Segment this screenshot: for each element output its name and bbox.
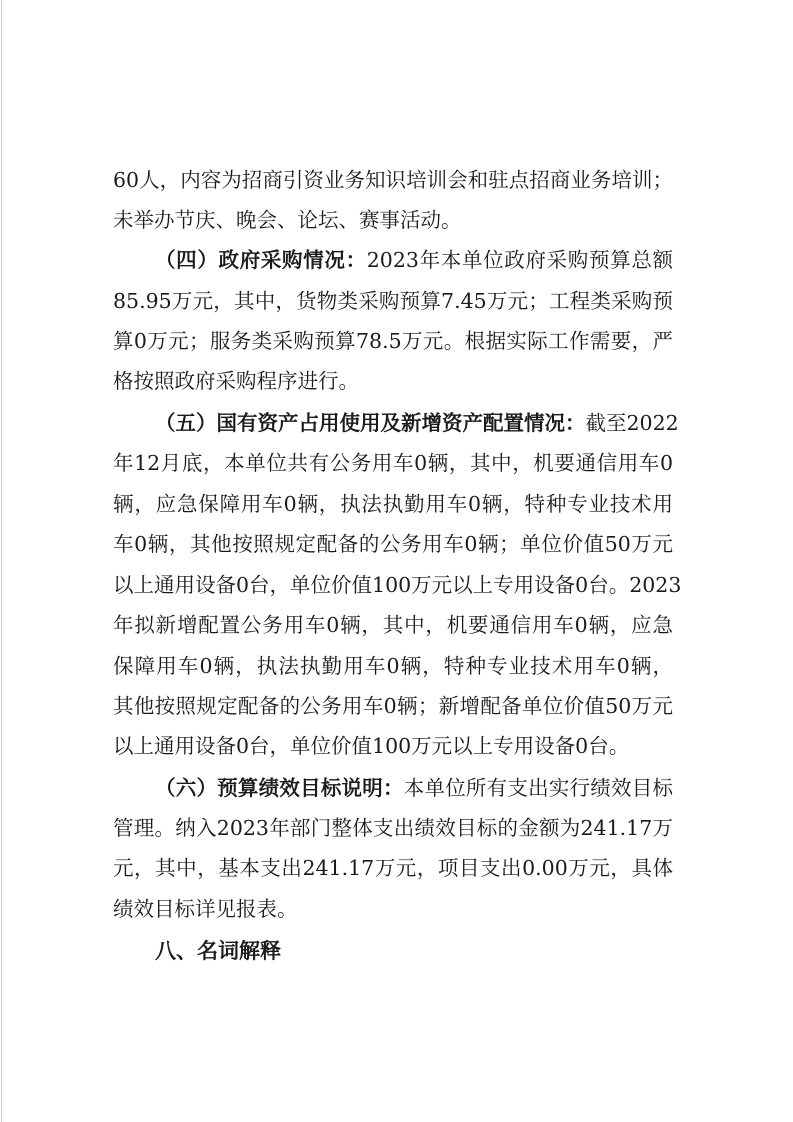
paragraph-text: 2023年本单位政府采购预算总额 — [366, 248, 674, 272]
paragraph-text: 截至2022 — [585, 411, 679, 435]
paragraph-line: 60人，内容为招商引资业务知识培训会和驻点招商业务培训； — [113, 168, 673, 192]
paragraph-line: 辆，应急保障用车0辆，执法执勤用车0辆，特种专业技术用 — [113, 492, 673, 516]
paragraph-first-line — [155, 773, 673, 803]
section-heading: 八、名词解释 — [155, 939, 281, 963]
paragraph-line: 车0辆，其他按照规定配备的公务用车0辆；单位价值50万元 — [113, 532, 673, 556]
paragraph-line: 年拟新增配置公务用车0辆，其中，机要通信用车0辆，应急 — [113, 613, 673, 637]
paragraph-line: 其他按照规定配备的公务用车0辆；新增配备单位价值50万元 — [113, 694, 673, 718]
paragraph-first-line — [155, 245, 673, 275]
page-edge-line — [1, 0, 2, 1122]
paragraph-line: 未举办节庆、晚会、论坛、赛事活动。 — [113, 208, 462, 232]
paragraph-line: 以上通用设备0台，单位价值100万元以上专用设备0台。2023 — [113, 573, 682, 597]
paragraph-text: 本单位所有支出实行绩效目标 — [403, 776, 673, 800]
paragraph-line: 年12月底，本单位共有公务用车0辆，其中，机要通信用车0 — [113, 451, 673, 475]
paragraph-line: 算0万元；服务类采购预算78.5万元。根据实际工作需要，严 — [113, 329, 673, 353]
paragraph-line: 管理。纳入2023年部门整体支出绩效目标的金额为241.17万 — [113, 816, 673, 840]
paragraph-line: 保障用车0辆，执法执勤用车0辆，特种专业技术用车0辆， — [113, 654, 673, 678]
section-label-performance: （六）预算绩效目标说明： — [155, 776, 404, 800]
paragraph-line: 格按照政府采购程序进行。 — [113, 369, 359, 393]
section-label-assets: （五）国有资产占用使用及新增资产配置情况： — [155, 411, 586, 435]
paragraph-line: 绩效目标详见报表。 — [113, 897, 298, 921]
paragraph-line: 以上通用设备0台，单位价值100万元以上专用设备0台。 — [113, 734, 630, 758]
paragraph-line: 85.95万元，其中，货物类采购预算7.45万元；工程类采购预 — [113, 289, 673, 313]
section-label-procurement: （四）政府采购情况： — [155, 248, 367, 272]
paragraph-first-line — [155, 408, 679, 438]
paragraph-line: 元，其中，基本支出241.17万元，项目支出0.00万元，具体 — [113, 856, 673, 880]
